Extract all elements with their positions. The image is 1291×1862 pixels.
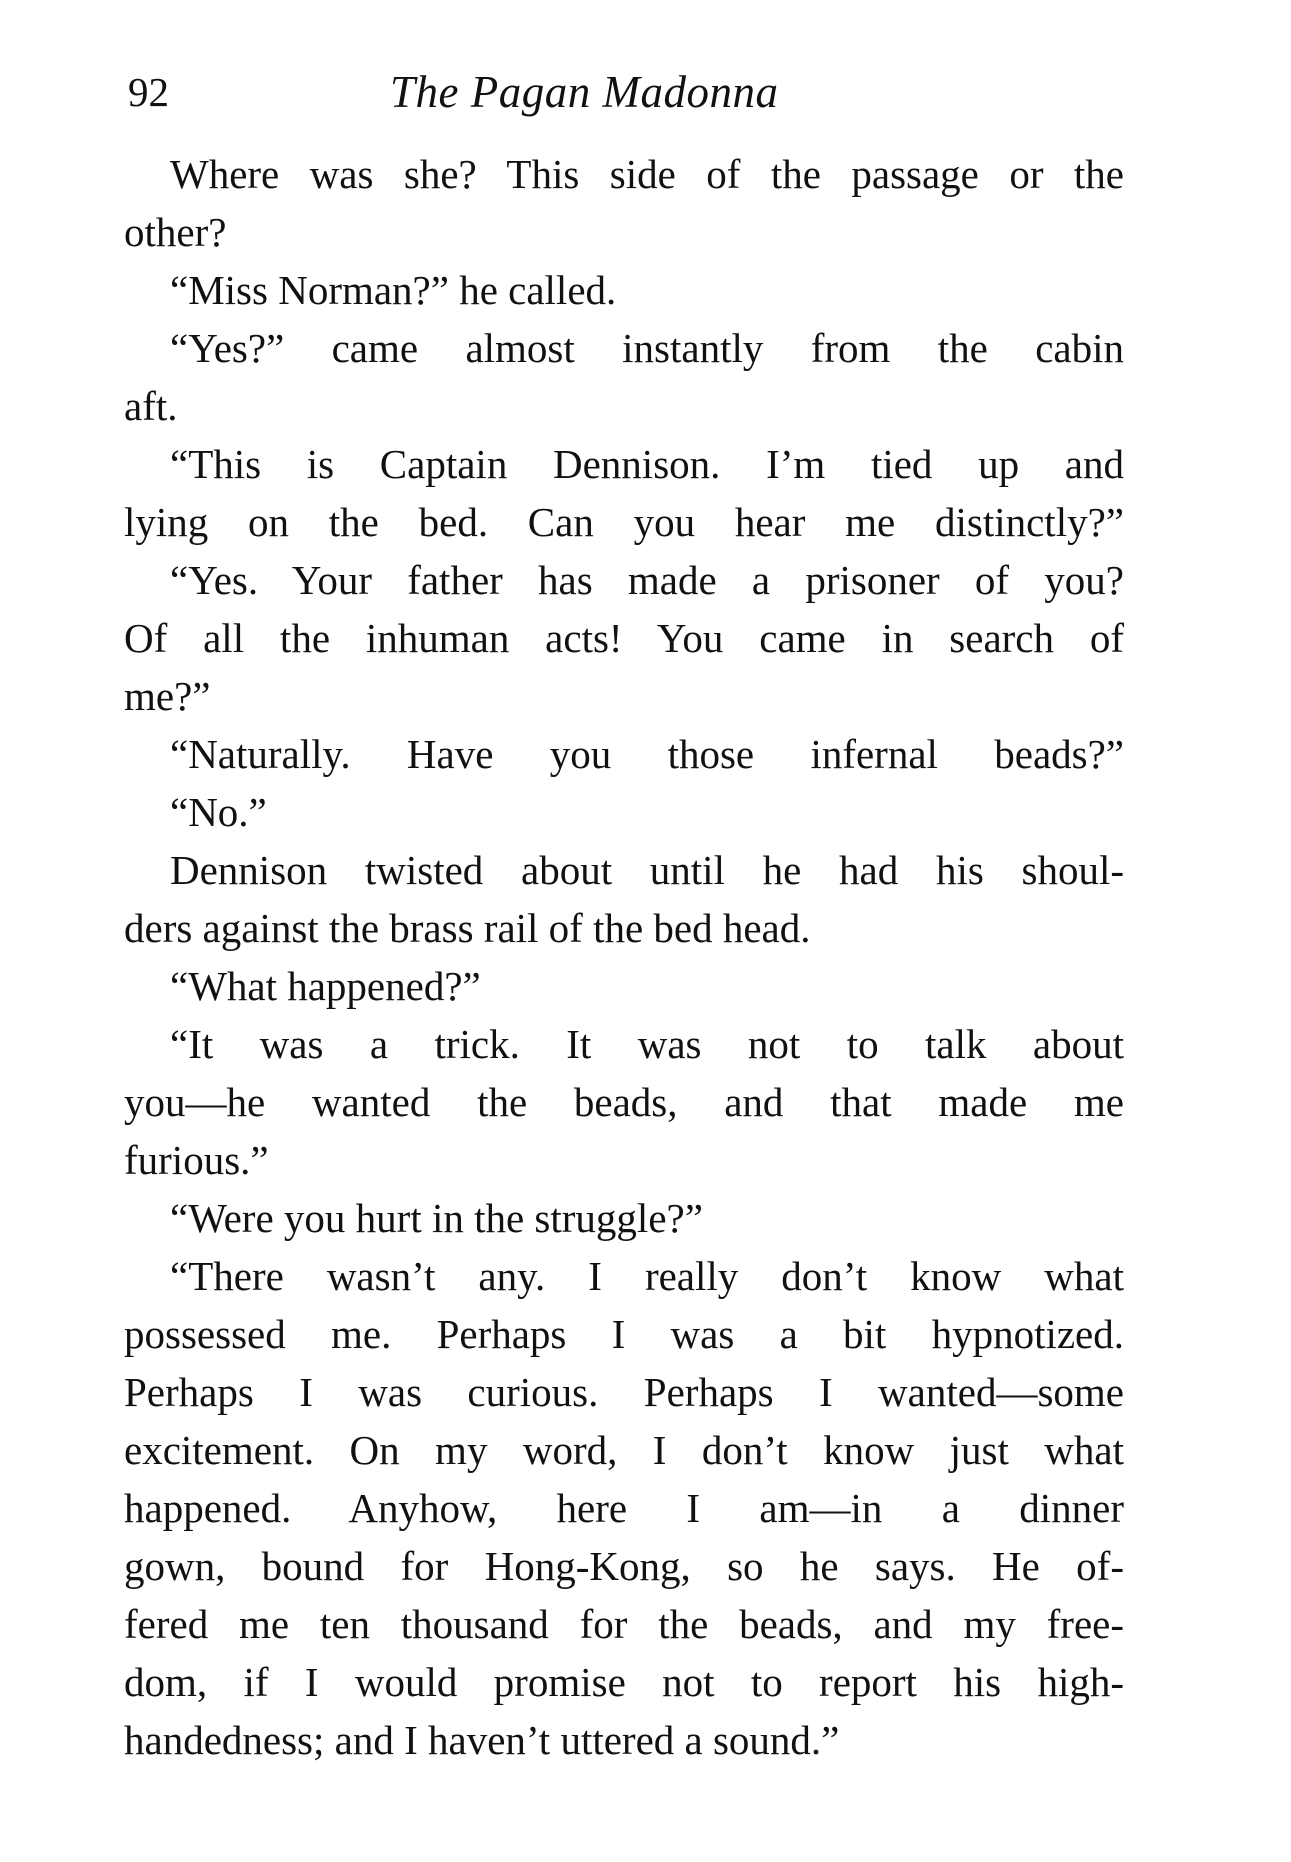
text-line: handedness; and I haven’t uttered a sound.” [124,1717,840,1763]
text-line: Dennison twisted about until he had his shoul- [170,847,1124,893]
running-head: The Pagan Madonna [390,67,779,117]
text-line: ders against the brass rail of the bed head. [124,905,811,951]
text-line: Where was she? This side of the passage or the [170,151,1124,197]
text-line: “This is Captain Dennison. I’m tied up and [170,441,1124,487]
text-line: “It was a trick. It was not to talk about [170,1021,1124,1067]
text-line: possessed me. Perhaps I was a bit hypnotized. [124,1311,1124,1357]
text-line: Perhaps I was curious. Perhaps I wanted—some [124,1369,1124,1415]
text-line: “No.” [170,789,267,835]
text-line: “What happened?” [170,963,481,1009]
text-line: “There wasn’t any. I really don’t know what [170,1253,1124,1299]
text-line: “Yes?” came almost instantly from the cabin [170,325,1124,371]
text-line: “Were you hurt in the struggle?” [170,1195,703,1241]
text-line: fered me ten thousand for the beads, and my free- [124,1601,1124,1647]
text-line: “Miss Norman?” he called. [170,267,617,313]
text-line: “Yes. Your father has made a prisoner of you? [170,557,1124,603]
text-line: dom, if I would promise not to report his high- [124,1659,1124,1705]
text-line: Of all the inhuman acts! You came in search of [124,615,1124,661]
text-line: aft. [124,383,178,429]
page-header [128,62,1130,122]
text-line: furious.” [124,1137,269,1183]
text-line: excitement. On my word, I don’t know just what [124,1427,1124,1473]
body-text [124,145,1124,1769]
text-line: gown, bound for Hong-Kong, so he says. He of- [124,1543,1124,1589]
text-line: “Naturally. Have you those infernal beads?” [170,731,1124,777]
text-line: lying on the bed. Can you hear me distinctly?” [124,499,1124,545]
text-line: me?” [124,673,211,719]
text-line: happened. Anyhow, here I am—in a dinner [124,1485,1124,1531]
page-number: 92 [128,69,169,115]
text-line: you—he wanted the beads, and that made me [124,1079,1124,1125]
text-line: other? [124,209,227,255]
